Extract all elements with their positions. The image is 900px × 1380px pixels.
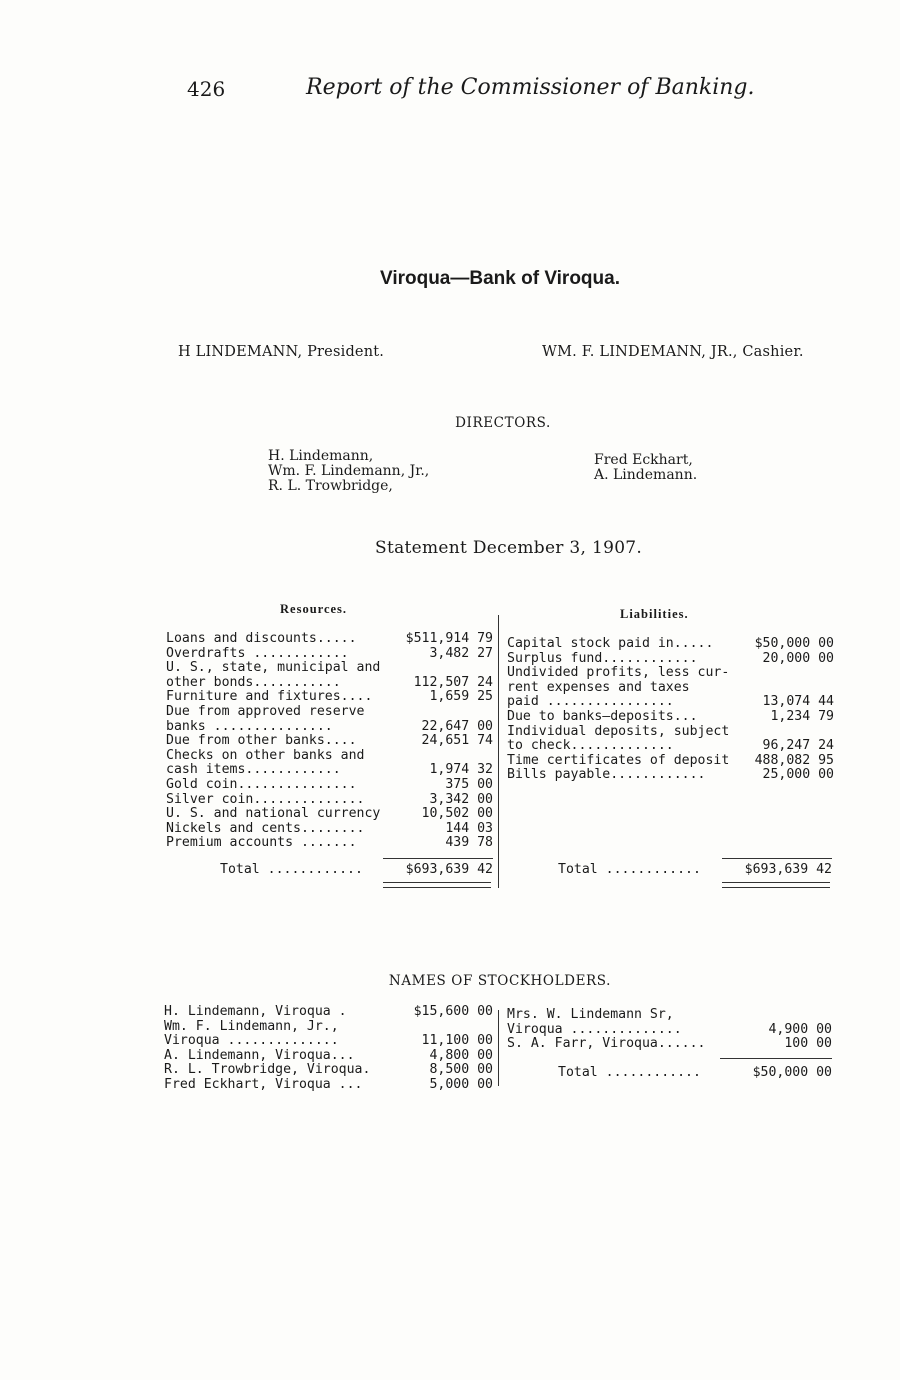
- row-label: R. L. Trowbridge, Viroqua.: [164, 1062, 371, 1078]
- stockholder-row: [507, 1008, 832, 1023]
- row-label: Loans and discounts.....: [166, 631, 357, 646]
- row-amount: 1,234 79: [770, 708, 834, 724]
- row-amount: 4,900 00: [768, 1021, 832, 1037]
- president-line: H LINDEMANN, President.: [178, 344, 385, 360]
- resource-row: [166, 705, 493, 720]
- row-amount: 1,659 25: [429, 689, 493, 705]
- director-name: Wm. F. Lindemann, Jr.,: [268, 463, 430, 479]
- row-amount: 96,247 24: [762, 738, 834, 754]
- row-amount: $511,914 79: [405, 631, 493, 646]
- stockholder-row: [164, 1078, 493, 1093]
- row-label: Mrs. W. Lindemann Sr,: [507, 1007, 674, 1022]
- liability-row: [507, 695, 834, 710]
- cashier-line: WM. F. LINDEMANN, JR., Cashier.: [542, 344, 804, 360]
- total-label: Total ............: [220, 862, 363, 877]
- stockholders-divider: [498, 1010, 499, 1086]
- row-amount: 10,502 00: [421, 806, 493, 822]
- liability-row: [507, 725, 834, 740]
- resources-double-rule: [383, 882, 491, 888]
- resource-row: [166, 778, 493, 793]
- row-label: Surplus fund............: [507, 650, 698, 666]
- row-label: Checks on other banks and: [166, 747, 365, 763]
- liability-row: [507, 739, 834, 754]
- total-label: Total ............: [558, 862, 701, 877]
- stockholder-row: [164, 1063, 493, 1078]
- row-label: Wm. F. Lindemann, Jr.,: [164, 1018, 339, 1034]
- resources-sum-rule: [383, 858, 493, 859]
- row-label: paid ................: [507, 694, 674, 710]
- liability-row: [507, 754, 834, 769]
- total-label: Total ............: [558, 1065, 701, 1080]
- row-amount: 488,082 95: [754, 752, 834, 768]
- liabilities-table: [507, 637, 834, 783]
- row-amount: 8,500 00: [429, 1062, 493, 1078]
- resources-table: [166, 632, 493, 851]
- row-label: Time certificates of deposit: [507, 752, 730, 768]
- row-label: U. S., state, municipal and: [166, 660, 381, 676]
- row-amount: 20,000 00: [762, 650, 834, 666]
- resource-row: [166, 763, 493, 778]
- resource-row: [166, 822, 493, 837]
- row-label: Furniture and fixtures....: [166, 689, 373, 705]
- row-amount: $50,000 00: [754, 636, 834, 651]
- bank-title: Viroqua—Bank of Viroqua.: [379, 268, 620, 289]
- row-label: Undivided profits, less cur-: [507, 665, 730, 681]
- row-label: Due to banks—deposits...: [507, 708, 698, 724]
- stockholder-row: [164, 1034, 493, 1049]
- row-amount: 4,800 00: [429, 1047, 493, 1063]
- resource-row: [166, 807, 493, 822]
- director-name: A. Lindemann.: [594, 467, 698, 483]
- liabilities-sum-rule: [722, 858, 832, 859]
- row-label: Gold coin...............: [166, 776, 357, 792]
- row-label: Due from approved reserve: [166, 703, 365, 719]
- row-label: U. S. and national currency: [166, 806, 381, 822]
- row-label: A. Lindemann, Viroqua...: [164, 1047, 355, 1063]
- row-label: to check.............: [507, 738, 674, 754]
- row-label: Viroqua ..............: [164, 1033, 339, 1049]
- total-amount: $693,639 42: [744, 862, 832, 877]
- row-amount: 13,074 44: [762, 694, 834, 710]
- liability-row: [507, 710, 834, 725]
- liability-row: [507, 637, 834, 652]
- running-head: Report of the Commissioner of Banking.: [306, 75, 755, 100]
- stockholder-row: [507, 1037, 832, 1052]
- liability-row: [507, 681, 834, 696]
- resource-row: [166, 720, 493, 735]
- row-amount: 112,507 24: [413, 674, 493, 690]
- resource-row: [166, 661, 493, 676]
- row-amount: 3,342 00: [429, 791, 493, 807]
- row-amount: $15,600 00: [413, 1004, 493, 1019]
- row-label: other bonds...........: [166, 674, 341, 690]
- director-name: Fred Eckhart,: [594, 452, 693, 468]
- director-name: R. L. Trowbridge,: [268, 478, 393, 494]
- page-number: 426: [187, 77, 226, 101]
- resource-row: [166, 734, 493, 749]
- resource-row: [166, 690, 493, 705]
- stockholder-row: [507, 1023, 832, 1038]
- stockholder-row: [164, 1049, 493, 1064]
- row-label: Individual deposits, subject: [507, 723, 730, 739]
- row-amount: 375 00: [445, 776, 493, 792]
- row-label: cash items............: [166, 762, 341, 778]
- row-amount: 25,000 00: [762, 767, 834, 783]
- liabilities-heading: Liabilities.: [620, 607, 689, 621]
- total-amount: $50,000 00: [752, 1065, 832, 1080]
- statement-date: Statement December 3, 1907.: [375, 538, 643, 558]
- directors-heading: DIRECTORS.: [455, 415, 551, 431]
- stockholders-list-right: [507, 1008, 832, 1052]
- row-label: Premium accounts .......: [166, 835, 357, 851]
- director-name: H. Lindemann,: [268, 448, 374, 464]
- row-amount: 11,100 00: [421, 1033, 493, 1049]
- liability-row: [507, 768, 834, 783]
- resources-heading: Resources.: [280, 602, 348, 616]
- stockholders-heading: NAMES OF STOCKHOLDERS.: [388, 973, 612, 989]
- row-label: banks ...............: [166, 718, 333, 734]
- row-label: H. Lindemann, Viroqua .: [164, 1004, 347, 1019]
- resource-row: [166, 836, 493, 851]
- row-amount: 24,651 74: [421, 733, 493, 749]
- liability-row: [507, 666, 834, 681]
- resource-row: [166, 749, 493, 764]
- stockholder-row: [164, 1005, 493, 1020]
- row-amount: 5,000 00: [429, 1076, 493, 1092]
- row-label: Due from other banks....: [166, 733, 357, 749]
- row-label: Overdrafts ............: [166, 645, 349, 661]
- row-label: Bills payable............: [507, 767, 706, 783]
- row-amount: 1,974 32: [429, 762, 493, 778]
- row-label: Fred Eckhart, Viroqua ...: [164, 1076, 363, 1092]
- row-label: S. A. Farr, Viroqua......: [507, 1036, 706, 1052]
- liability-row: [507, 652, 834, 667]
- resource-row: [166, 793, 493, 808]
- row-amount: 22,647 00: [421, 718, 493, 734]
- directors-list-right: [594, 453, 697, 483]
- total-amount: $693,639 42: [405, 862, 493, 877]
- row-label: rent expenses and taxes: [507, 679, 690, 695]
- row-amount: 144 03: [445, 820, 493, 836]
- stockholders-sum-rule: [720, 1058, 832, 1059]
- resource-row: [166, 676, 493, 691]
- resource-row: [166, 647, 493, 662]
- column-divider: [498, 615, 499, 888]
- row-amount: 3,482 27: [429, 645, 493, 661]
- liabilities-double-rule: [722, 882, 830, 888]
- row-label: Silver coin..............: [166, 791, 365, 807]
- row-amount: 100 00: [784, 1036, 832, 1052]
- stockholders-list-left: [164, 1005, 493, 1093]
- directors-list-left: [268, 449, 429, 494]
- row-amount: 439 78: [445, 835, 493, 851]
- row-label: Capital stock paid in.....: [507, 636, 714, 651]
- resource-row: [166, 632, 493, 647]
- row-label: Viroqua ..............: [507, 1021, 682, 1037]
- row-label: Nickels and cents........: [166, 820, 365, 836]
- stockholder-row: [164, 1020, 493, 1035]
